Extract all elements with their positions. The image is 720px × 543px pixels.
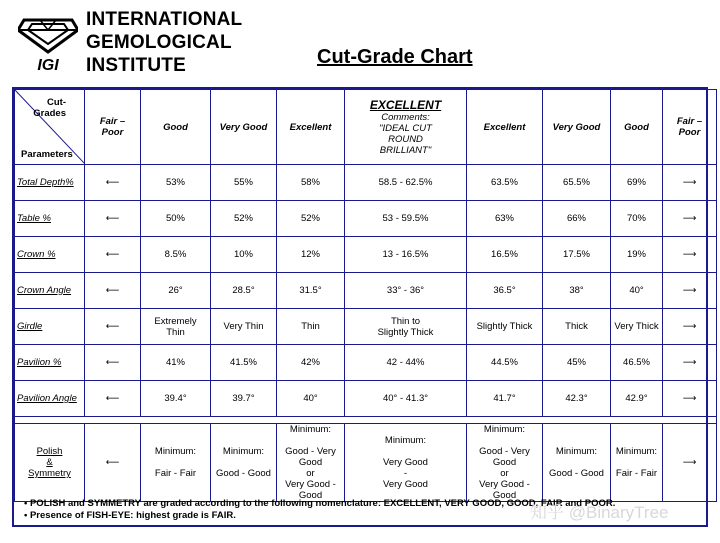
right-arrow-icon: ⟶	[663, 273, 717, 309]
grade-value: 12%	[277, 237, 345, 273]
grade-value: 45%	[543, 345, 611, 381]
grade-value: Extremely Thin	[141, 309, 211, 345]
grade-value: 41.5%	[211, 345, 277, 381]
parameter-label: Table %	[15, 201, 85, 237]
grade-header: Good	[611, 90, 663, 165]
separator-row	[15, 417, 717, 424]
polish-minimum: Minimum: Very Good - Very Good	[345, 424, 467, 502]
polish-minimum: Minimum: Good - Good	[543, 424, 611, 502]
grade-value: 50%	[141, 201, 211, 237]
grade-header: Excellent	[467, 90, 543, 165]
watermark: 知乎 @BinaryTree	[530, 503, 669, 522]
separator-cell	[15, 417, 717, 424]
grade-value: 28.5°	[211, 273, 277, 309]
polish-symmetry-row	[15, 424, 717, 502]
grade-value: Slightly Thick	[467, 309, 543, 345]
parameter-label: Crown %	[15, 237, 85, 273]
polish-minimum: Minimum: Good - Very Good or Very Good - Good	[277, 424, 345, 502]
grade-value: 65.5%	[543, 165, 611, 201]
organization-name	[86, 8, 242, 77]
ideal-grade-comment: Comments: "IDEAL CUT ROUND BRILLIANT"	[379, 112, 432, 156]
grade-header-row	[15, 90, 717, 165]
ideal-grade-header	[345, 90, 467, 165]
grade-header: Fair – Poor	[663, 90, 717, 165]
table-row	[15, 273, 717, 309]
polish-minimum: Minimum: Good - Very Good or Very Good - Good	[467, 424, 543, 502]
grade-value: 44.5%	[467, 345, 543, 381]
grade-value: 26°	[141, 273, 211, 309]
header	[0, 0, 720, 86]
parameters-label: Parameters	[21, 149, 73, 160]
grade-value: 10%	[211, 237, 277, 273]
grade-value: 16.5%	[467, 237, 543, 273]
grade-value: Very Thin	[211, 309, 277, 345]
grade-value: 38°	[543, 273, 611, 309]
grade-value: 42 - 44%	[345, 345, 467, 381]
corner-cell	[15, 90, 85, 165]
right-arrow-icon: ⟶	[663, 237, 717, 273]
org-line-3: INSTITUTE	[86, 55, 186, 76]
grade-header: Excellent	[277, 90, 345, 165]
parameter-label: Pavilion %	[15, 345, 85, 381]
grade-value: 41.7°	[467, 381, 543, 417]
table-row	[15, 381, 717, 417]
grade-value: 55%	[211, 165, 277, 201]
table-row	[15, 309, 717, 345]
grade-value: 31.5°	[277, 273, 345, 309]
grade-value: 40°	[611, 273, 663, 309]
left-arrow-icon: ⟵	[85, 165, 141, 201]
grade-value: 13 - 16.5%	[345, 237, 467, 273]
footnote-fish-eye: • Presence of FISH-EYE: highest grade is FAIR.	[24, 510, 236, 521]
grade-value: 40°	[277, 381, 345, 417]
grade-value: 41%	[141, 345, 211, 381]
polish-minimum: Minimum: Fair - Fair	[611, 424, 663, 502]
left-arrow-icon: ⟵	[85, 309, 141, 345]
right-arrow-icon: ⟶	[663, 424, 717, 502]
grade-value: 52%	[277, 201, 345, 237]
grade-header: Good	[141, 90, 211, 165]
grade-value: 53%	[141, 165, 211, 201]
org-line-1: INTERNATIONAL	[86, 9, 243, 30]
parameter-label: Girdle	[15, 309, 85, 345]
ideal-grade-title: EXCELLENT	[369, 98, 442, 112]
polish-minimum: Minimum: Fair - Fair	[141, 424, 211, 502]
grade-value: 8.5%	[141, 237, 211, 273]
table-row	[15, 201, 717, 237]
footnotes	[24, 498, 615, 522]
right-arrow-icon: ⟶	[663, 309, 717, 345]
left-arrow-icon: ⟵	[85, 273, 141, 309]
parameter-rows	[15, 165, 717, 417]
right-arrow-icon: ⟶	[663, 165, 717, 201]
grade-value: 42%	[277, 345, 345, 381]
left-arrow-icon: ⟵	[85, 237, 141, 273]
left-arrow-icon: ⟵	[85, 345, 141, 381]
grade-value: 70%	[611, 201, 663, 237]
table-row	[15, 345, 717, 381]
left-arrow-icon: ⟵	[85, 381, 141, 417]
left-arrow-icon: ⟵	[85, 201, 141, 237]
grade-value: Very Thick	[611, 309, 663, 345]
grade-value: 63.5%	[467, 165, 543, 201]
grade-value: 17.5%	[543, 237, 611, 273]
grade-value: Thick	[543, 309, 611, 345]
grade-value: 36.5°	[467, 273, 543, 309]
parameter-label: Crown Angle	[15, 273, 85, 309]
grade-value: 58.5 - 62.5%	[345, 165, 467, 201]
grade-value: 52%	[211, 201, 277, 237]
left-arrow-icon: ⟵	[85, 424, 141, 502]
grade-header: Very Good	[211, 90, 277, 165]
cut-grades-label: Cut- Grades	[33, 97, 66, 119]
chart-title: Cut-Grade Chart	[317, 46, 473, 68]
right-arrow-icon: ⟶	[663, 201, 717, 237]
table-row	[15, 165, 717, 201]
cut-grade-table-frame	[12, 87, 708, 527]
igi-diamond-logo	[18, 10, 78, 74]
table-row	[15, 237, 717, 273]
grade-value: 63%	[467, 201, 543, 237]
right-arrow-icon: ⟶	[663, 381, 717, 417]
grade-value: Thin to Slightly Thick	[345, 309, 467, 345]
parameter-label: Pavilion Angle	[15, 381, 85, 417]
grade-value: 33° - 36°	[345, 273, 467, 309]
grade-value: 46.5%	[611, 345, 663, 381]
grade-value: 66%	[543, 201, 611, 237]
grade-value: 19%	[611, 237, 663, 273]
cut-grade-table	[14, 89, 717, 502]
svg-text:IGI: IGI	[37, 57, 59, 74]
footnote-polish: • POLISH and SYMMETRY are graded according to the following nomenclature: EXCELLENT, VERY GOOD, GOOD, FAIR and POOR.	[24, 498, 616, 509]
grade-value: 42.9°	[611, 381, 663, 417]
grade-value: 69%	[611, 165, 663, 201]
right-arrow-icon: ⟶	[663, 345, 717, 381]
grade-value: 53 - 59.5%	[345, 201, 467, 237]
grade-value: 40° - 41.3°	[345, 381, 467, 417]
parameter-label: Total Depth%	[15, 165, 85, 201]
grade-value: 39.4°	[141, 381, 211, 417]
grade-value: 42.3°	[543, 381, 611, 417]
grade-value: Thin	[277, 309, 345, 345]
grade-header: Fair – Poor	[85, 90, 141, 165]
grade-header: Very Good	[543, 90, 611, 165]
polish-minimum: Minimum: Good - Good	[211, 424, 277, 502]
grade-value: 39.7°	[211, 381, 277, 417]
org-line-2: GEMOLOGICAL	[86, 32, 232, 53]
grade-value: 58%	[277, 165, 345, 201]
polish-symmetry-label: Polish & Symmetry	[15, 424, 85, 502]
